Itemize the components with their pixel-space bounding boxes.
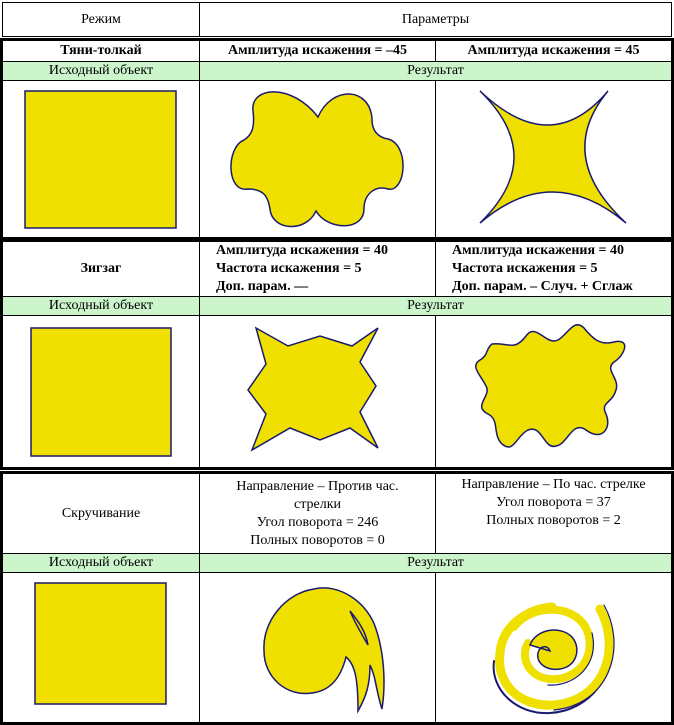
push-pull-mode: Тяни-толкай [2, 40, 200, 62]
wavy-blob-shape [476, 325, 625, 447]
twist-b-line-2: Угол поворота = 37 [496, 495, 611, 510]
push-pull-source-cell [2, 80, 200, 238]
zigzag-a-line-3: Доп. парам. — [216, 279, 309, 294]
twist-result-b-figure [436, 573, 671, 722]
header-mode: Режим [2, 2, 200, 37]
source-square [35, 583, 166, 704]
push-pull-result-a-figure [200, 81, 435, 237]
twist-params-a [199, 473, 436, 554]
zigzag-result-a-figure [200, 316, 435, 467]
result-label: Результат [199, 553, 672, 573]
zigzag-b-line-1: Амплитуда искажения = 40 [452, 243, 625, 258]
source-label: Исходный объект [2, 61, 200, 81]
twist-a-line-4: Полных поворотов = 0 [250, 532, 385, 548]
push-pull-result-a-cell [199, 80, 436, 238]
push-pull-result-b-figure [436, 81, 671, 237]
zigzag-a-line-1: Амплитуда искажения = 40 [216, 243, 389, 258]
zigzag-params-a [199, 241, 436, 297]
twist-result-b-cell [435, 572, 672, 723]
pushed-blob-shape [231, 92, 403, 227]
twist-a-line-3: Угол поворота = 246 [256, 514, 379, 530]
push-pull-param-a: Амплитуда искажения = –45 [199, 40, 436, 62]
pulled-star-shape [480, 91, 626, 223]
zigzag-source-figure [3, 316, 199, 467]
zigzag-result-b-figure [436, 316, 671, 467]
twist-result-a-cell [199, 572, 436, 723]
source-label: Исходный объект [2, 296, 200, 316]
push-pull-source-figure [3, 81, 199, 237]
twisted-shape-a [264, 588, 384, 711]
twist-a-line-1: Направление – Против час. [236, 478, 399, 494]
result-label: Результат [199, 61, 672, 81]
source-square [31, 328, 171, 456]
twist-params-b [435, 473, 672, 554]
header-params: Параметры [199, 2, 672, 37]
spiral-core [530, 630, 577, 669]
push-pull-param-b: Амплитуда искажения = 45 [435, 40, 672, 62]
zigzag-source-cell [2, 315, 200, 468]
twist-a-line-2: стрелки [294, 496, 341, 512]
zigzag-mode: Зигзаг [2, 241, 200, 297]
zigzag-a-line-2: Частота искажения = 5 [216, 261, 362, 276]
zigzag-params-b [435, 241, 672, 297]
zigzag-result-b-cell [435, 315, 672, 468]
source-square [25, 91, 176, 228]
zigzag-star-shape [248, 328, 378, 450]
twist-mode: Скручивание [2, 473, 200, 554]
zigzag-b-line-3: Доп. парам. – Случ. + Сглаж [452, 279, 633, 294]
zigzag-result-a-cell [199, 315, 436, 468]
twist-b-line-1: Направление – По час. стрелке [461, 477, 646, 492]
result-label: Результат [199, 296, 672, 316]
push-pull-result-b-cell [435, 80, 672, 238]
twist-source-figure [3, 573, 199, 722]
twist-source-cell [2, 572, 200, 723]
zigzag-b-line-2: Частота искажения = 5 [452, 261, 598, 276]
source-label: Исходный объект [2, 553, 200, 573]
twist-b-line-3: Полных поворотов = 2 [486, 513, 621, 528]
twist-result-a-figure [200, 573, 435, 722]
